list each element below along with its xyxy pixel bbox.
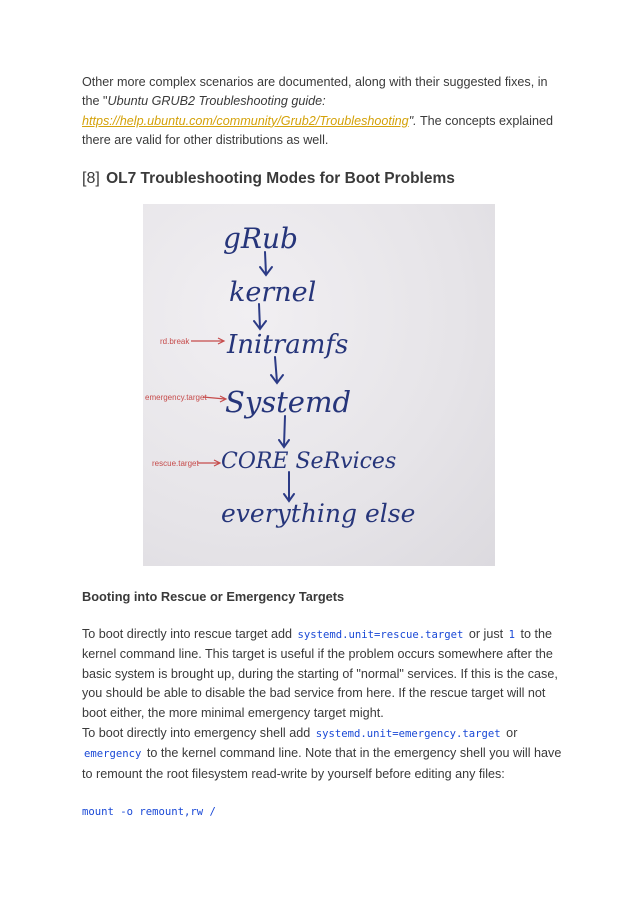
step-systemd: Systemd (225, 385, 352, 419)
label-rescue-target: rescue.target (152, 459, 199, 468)
section-heading (82, 170, 455, 188)
section-number: [8] (82, 170, 100, 187)
rescue-target-arrow (198, 460, 220, 466)
closing-quote: ". (408, 113, 417, 128)
step-grub: gRub (223, 222, 298, 255)
remount-command: mount -o remount,rw / (82, 806, 216, 818)
intro-text-tail: The concepts explained there are valid for other distributions as well. (82, 113, 553, 148)
intro-paragraph (82, 73, 562, 151)
step-kernel: kernel (229, 277, 317, 308)
guide-title: Ubuntu GRUB2 Troubleshooting guide: (107, 94, 326, 109)
rescue-code-1: 1 (508, 629, 516, 641)
rescue-code-unit: systemd.unit=rescue.target (297, 629, 464, 641)
emergency-paragraph (82, 724, 562, 784)
whiteboard-photo (143, 204, 495, 566)
arrow-kernel-initramfs (259, 304, 260, 328)
rescue-text-3: to the kernel command line. This target is useful if the problem occurs somewhere after the basic system is brought up, during the starting of "normal" services. If this is the case, you should be able to disable the bad service from here. If the rescue target will not boot either, the more minimal emergency target might. (82, 627, 558, 720)
arrow-grub-kernel (265, 252, 266, 274)
rescue-paragraph (82, 625, 562, 723)
label-emergency-target: emergency.target (145, 393, 207, 402)
rescue-text-1: To boot directly into rescue target add (82, 627, 296, 641)
emergency-code-keyword: emergency (84, 748, 142, 761)
emergency-text-2: or (502, 726, 518, 740)
intro-text: Other more complex scenarios are documented, along with their suggested fixes, in the " (82, 75, 548, 109)
emergency-text-3: to the kernel command line. Note that in the emergency shell you will have to remount the root filesystem read-write by yourself before editing any files: (82, 746, 562, 781)
rescue-text-2: or just (465, 627, 507, 641)
emergency-text-1: To boot directly into emergency shell add (82, 726, 314, 740)
arrow-initramfs-systemd (275, 357, 277, 382)
label-rd-break: rd.break (160, 337, 190, 346)
section-title: OL7 Troubleshooting Modes for Boot Problems (106, 170, 455, 187)
emergency-code-unit: systemd.unit=emergency.target (315, 728, 501, 740)
rd-break-arrow (191, 338, 224, 344)
subheading: Booting into Rescue or Emergency Targets (82, 589, 345, 604)
step-initramfs: Initramfs (227, 330, 349, 360)
troubleshooting-link[interactable]: https://help.ubuntu.com/community/Grub2/Troubleshooting (82, 113, 409, 128)
arrow-systemd-core (284, 416, 285, 446)
step-everything-else: everything else (221, 499, 416, 528)
step-core-services: CORE SeRvices (221, 449, 397, 474)
